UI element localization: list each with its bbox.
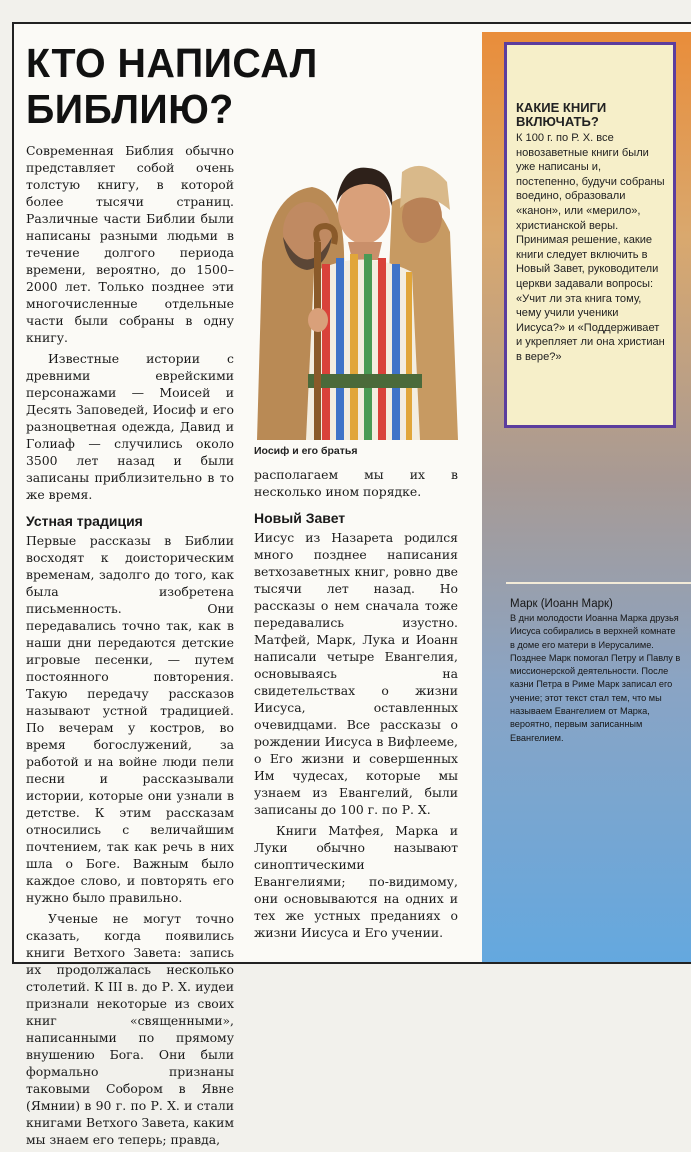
illustration-caption: Иосиф и его братья — [254, 445, 358, 457]
mark-note — [510, 598, 682, 745]
paragraph: Известные истории с древними еврейскими персонажами — Моисей и Десять Заповедей, Иосиф и его разноцветная одежда, Давид и Голиаф — случились около 3500 лет назад и были записаны приблизительно в то же время. — [26, 351, 234, 502]
text-column-2 — [254, 466, 458, 945]
mark-note-text: В дни молодости Иоанна Марка друзья Иисуса собирались в верхней комнате в доме его матери в Иерусалиме. Позднее Марк помогал Петру и Павлу в миссионерской деятельности. После казни Петра в Риме Марк записал его учение; этот текст стал тем, что мы называем Евангелием от Марка, вероятно, первым записанным Евангелием. — [510, 613, 681, 743]
paragraph: Первые рассказы в Библии восходят к доисторическим временам, задолго до того, как была изобретена письменность. Они передавались точно так, как в наши дни передаются детские игровые песенки, — путем постоянного повторения. Такую передачу рассказов называют устной традицией. По вечерам у костров, во время богослужений, за работой и на войне люди пели песни и рассказывали истории, которые они узнали в детстве. К этим рассказам относились с величайшим почтением, так как речь в них шла о Боге. Важным было каждое слово, и повторять его нужно было правильно. — [26, 533, 234, 905]
section-heading-new-testament: Новый Завет — [254, 510, 346, 526]
section-heading-oral-tradition: Устная традиция — [26, 513, 143, 529]
paragraph: Книги Матфея, Марка и Луки обычно называют синоптическими Евангелиями; по-видимому, они основываются на одних и тех же устных преданиях о жизни Иисуса и Его учении. — [254, 823, 458, 940]
joseph-and-brothers-illustration — [252, 142, 460, 440]
paragraph: Иисус из Назарета родился много позднее написания ветхозаветных книг, ровно две тысячи лет назад. Но рассказы о нем сначала тоже передавались изустно. Матфей, Марк, Лука и Иоанн написали четыре Евангелия, основываясь на свидетельствах о жизни Иисуса, оставленных очевидцами. Все рассказы о рождении Иисуса в Вифлееме, о Его жизни и совершенных Им чудесах, которые мы узнаем из Евангелий, были записаны до 100 г. по Р. Х. — [254, 530, 458, 817]
paragraph: располагаем мы их в несколько ином порядке. — [254, 467, 458, 499]
divider — [506, 582, 691, 584]
text-column-1 — [26, 142, 234, 1152]
callout-box-canon — [504, 42, 676, 428]
page-title: КТО НАПИСАЛ БИБЛИЮ? — [26, 40, 318, 132]
callout-text: К 100 г. по Р. Х. все новозаветные книги были уже написаны и, постепенно, будучи собраны воедино, образовали «канон», или «мерило», христианской веры. Принимая решение, какие книги следует включить в Новый Завет, руководители церкви задавали вопросы: «Учит ли эта книга тому, чему учили ученики Иисуса?» и «Поддерживает и укрепляет ли она христиан в вере?» — [516, 132, 665, 363]
callout-title: КАКИЕ КНИГИ ВКЛЮЧАТЬ? — [516, 100, 607, 129]
paragraph: Ученые не могут точно сказать, когда появились книги Ветхого Завета: запись их продолжалась несколько столетий. К III в. до Р. Х. иудеи признали некоторые из своих книг «священными», написанными по прямому внушению Бога. Они были формально признаны таковыми Собором в Явне (Ямнии) в 90 г. по Р. Х. и стали книгами Ветхого Завета, каким мы знаем его теперь; правда, — [26, 911, 234, 1147]
mark-note-title: Марк (Иоанн Марк) — [510, 598, 613, 610]
paragraph: Современная Библия обычно представляет собой очень толстую книгу, в которой более тысячи страниц. Различные части Библии были написаны разными людьми в течение долгого периода времени, вероятно, до 1500–2000 лет. Только позднее эти многочисленные отдельные части были собраны в одну книгу. — [26, 143, 234, 345]
